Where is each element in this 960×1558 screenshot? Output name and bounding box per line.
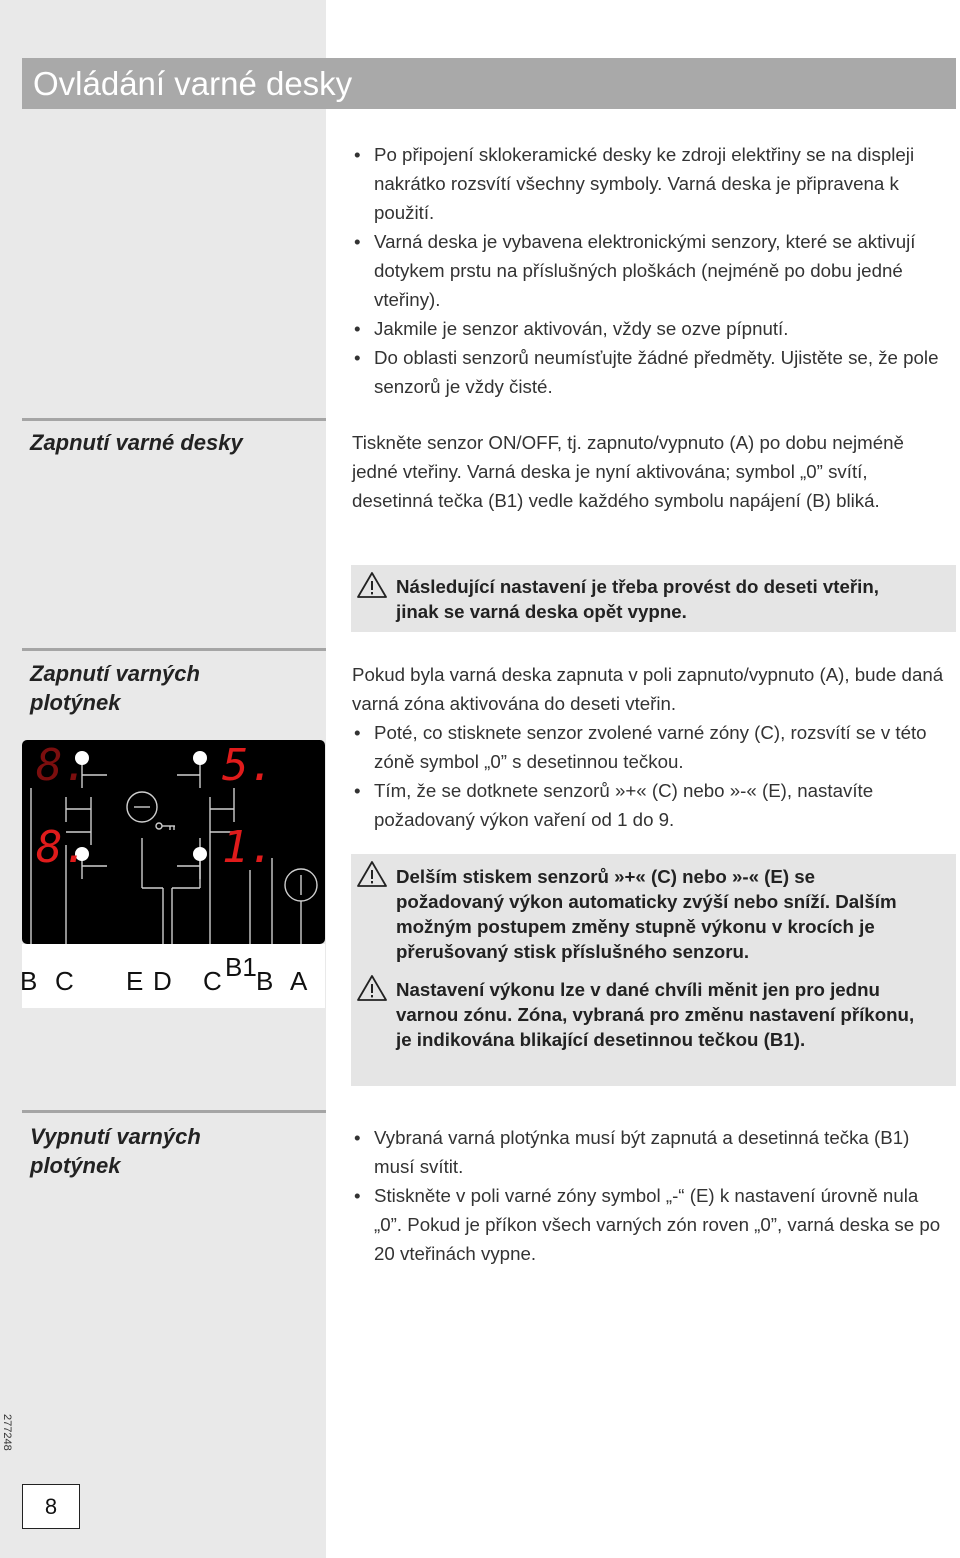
section-text-zones-on: Pokud byla varná deska zapnuta v poli zapnuto/vypnuto (A), bude daná varná zóna aktivována do deseti vteřin. <box>352 664 944 714</box>
label-b: B <box>256 966 274 996</box>
warning-item <box>351 964 926 1052</box>
warning-box <box>351 854 956 1086</box>
list-item: • Varná deska je vybavena elektronickými senzory, které se aktivují dotykem prstu na příslušných ploškách (nejméně po dobu jedné vteřiny). <box>352 227 952 314</box>
warning-triangle-icon <box>356 974 388 1002</box>
warning-triangle-icon <box>356 860 388 888</box>
list-item: • Do oblasti senzorů neumísťujte žádné předměty. Ujistěte se, že pole senzorů je vždy čisté. <box>352 343 952 401</box>
section-divider <box>22 648 326 651</box>
zone-display-top-left: 8. <box>36 740 89 791</box>
label-e: E <box>126 966 144 996</box>
warning-text: Následující nastavení je třeba provést do deseti vteřin, jinak se varná deska opět vypne. <box>396 576 879 622</box>
zones-on-bullet-list <box>352 718 956 834</box>
list-item: • Poté, co stisknete senzor zvolené varné zóny (C), rozsvítí se v této zóně symbol „0” s desetinnou tečkou. <box>352 718 956 776</box>
page-number: 8 <box>22 1484 80 1529</box>
diagram-labels <box>22 944 325 1008</box>
intro-bullet-list <box>352 140 952 401</box>
label-b: B <box>20 966 38 996</box>
list-item: • Stiskněte v poli varné zóny symbol „-“ (E) k nastavení úrovně nula „0”. Pokud je příkon všech varných zón roven „0”, varná deska se po 20 vteřinách vypne. <box>352 1181 948 1268</box>
list-item: • Jakmile je senzor aktivován, vždy se ozve pípnutí. <box>352 314 952 343</box>
heading-line: Zapnutí varných <box>30 661 200 686</box>
document-number: 277248 <box>1 1414 13 1451</box>
section-text-hob-on: Tiskněte senzor ON/OFF, tj. zapnuto/vypnuto (A) po dobu nejméně jedné vteřiny. Varná deska je nyní aktivována; symbol „0” svítí, desetinná tečka (B1) vedle každého symbolu napájení (B) bliká. <box>352 432 904 511</box>
warning-triangle-icon <box>356 571 388 599</box>
label-c: C <box>55 966 74 996</box>
list-item: • Vybraná varná plotýnka musí být zapnutá a desetinná tečka (B1) musí svítit. <box>352 1123 948 1181</box>
list-item: • Tím, že se dotknete senzorů »+« (C) nebo »-« (E), nastavíte požadovaný výkon vaření od 1 do 9. <box>352 776 956 834</box>
list-item: • Po připojení sklokeramické desky ke zdroji elektřiny se na displeji nakrátko rozsvítí všechny symboly. Varná deska je připravena k použití. <box>352 140 952 227</box>
label-c: C <box>203 966 222 996</box>
zone-display-bottom-left: 8. <box>36 822 89 873</box>
zone-display-top-right: 5. <box>222 740 275 791</box>
control-panel-diagram <box>22 740 325 944</box>
zone-display-bottom-right: 1. <box>222 822 275 873</box>
section-heading-zones-on <box>30 659 200 717</box>
section-divider <box>22 1110 326 1113</box>
label-b1: B1 <box>225 952 257 982</box>
page-title: Ovládání varné desky <box>33 65 353 102</box>
warning-box <box>351 565 956 632</box>
section-divider <box>22 418 326 421</box>
zones-off-bullet-list <box>352 1123 948 1268</box>
heading-line: Vypnutí varných <box>30 1124 201 1149</box>
heading-line: plotýnek <box>30 690 121 715</box>
section-heading-zones-off <box>30 1122 201 1180</box>
title-bar <box>22 58 956 109</box>
warning-item <box>351 854 921 964</box>
warning-text: Delším stiskem senzorů »+« (C) nebo »-« (E) se požadovaný výkon automaticky zvýší nebo sníží. Dalším možným postupem změny stupně výkonu v krocích je přerušovaný stisk příslušného senzoru. <box>396 866 897 962</box>
heading-line: plotýnek <box>30 1153 121 1178</box>
label-d: D <box>153 966 172 996</box>
warning-item <box>351 565 916 624</box>
warning-text: Nastavení výkonu lze v dané chvíli měnit jen pro jednu varnou zónu. Zóna, vybraná pro změnu nastavení příkonu, je indikována blikající desetinnou tečkou (B1). <box>396 979 915 1050</box>
label-a: A <box>290 966 308 996</box>
section-heading-hob-on: Zapnutí varné desky <box>30 430 243 455</box>
